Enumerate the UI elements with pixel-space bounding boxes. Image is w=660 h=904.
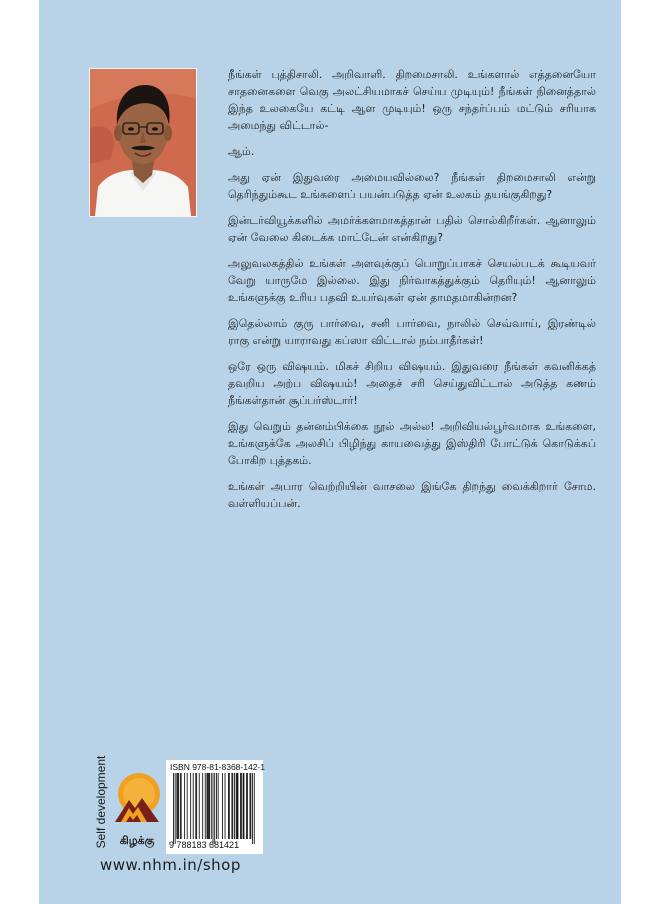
barcode-bar — [218, 773, 219, 839]
barcode-bar — [207, 773, 208, 839]
barcode-bar — [250, 773, 251, 839]
barcode-bar — [225, 773, 226, 839]
barcode-bar — [209, 773, 210, 839]
sun-over-mountain-icon — [111, 770, 163, 834]
barcode-bar — [187, 773, 188, 839]
barcode-bar — [199, 773, 200, 839]
blurb-paragraph-8: இது வெறும் தன்னம்பிக்கை நூல் அல்ல! அறிவியல்பூர்வமாக உங்களை, உங்களுக்கே அலசிப் பிழிந்து காயவைத்து இஸ்திரி போட்டுக் கொடுக்கப் போகிற புத்தகம். — [228, 420, 596, 467]
barcode-bar — [216, 773, 217, 839]
author-portrait — [90, 69, 196, 216]
publisher-name: கிழக்கு — [119, 834, 155, 847]
blurb-paragraph-2: ஆம். — [228, 145, 255, 158]
blurb-paragraph-7: ஒரே ஒரு விஷயம். மிகச் சிறிய விஷயம். இதுவரை நீங்கள் கவனிக்கத் தவறிய அற்ப விஷயம்! அதைச் சரி செய்துவிட்டால் அடுத்த கணம் நீங்கள்தான் சூப்பர்ஸ்டார்! — [228, 360, 596, 407]
blurb-paragraph-6: இதெல்லாம் குரு பார்வை, சனி பார்வை, நாலில் செவ்வாய், இரண்டில் ராகு என்று யாராவது கப்ஸா விட்டால் நம்பாதீர்கள்! — [228, 317, 596, 347]
isbn-barcode — [166, 760, 263, 854]
barcode-bar — [243, 773, 244, 839]
category-text: Self development — [94, 755, 108, 849]
barcode-bar — [202, 773, 203, 839]
blurb-paragraph-5: அலுவலகத்தில் உங்கள் அளவுக்குப் பொறுப்பாகச் செயல்படக் கூடியவர் வேறு யாருமே இல்லை. இது நிர்வாகத்துக்கும் தெரியும்! ஆனாலும் உங்களுக்கு உரிய பதவி உயர்வுகள் ஏன் தாமதமாகின்றன? — [228, 257, 596, 304]
barcode-bar — [208, 773, 209, 839]
barcode-bar — [246, 773, 247, 839]
barcode-bar — [252, 773, 253, 844]
blurb-paragraph-9: உங்கள் அபார வெற்றியின் வாசலை இங்கே திறந்து வைக்கிறார் சோம. வள்ளியப்பன். — [228, 480, 596, 510]
barcode-bar — [178, 773, 179, 839]
isbn-label: ISBN 978-81-8368-142-1 — [170, 762, 265, 772]
barcode-bar — [176, 773, 177, 839]
barcode-bar — [175, 773, 176, 844]
publisher-logo — [111, 770, 163, 852]
author-photo — [89, 68, 197, 217]
barcode-bar — [180, 773, 181, 839]
barcode-bar — [238, 773, 239, 839]
barcode-bar — [234, 773, 235, 839]
barcode-bar — [254, 773, 255, 844]
barcode-bar — [184, 773, 185, 839]
publisher-website[interactable]: www.nhm.in/shop — [100, 856, 241, 874]
barcode-bar — [211, 773, 212, 839]
barcode-bar — [214, 773, 215, 844]
barcode-bar — [213, 773, 214, 844]
barcode-bar — [241, 773, 242, 839]
barcode-bar — [193, 773, 194, 839]
blurb-paragraph-4: இன்டர்வியூக்களில் அமர்க்களமாகத்தான் பதில் சொல்கிறீர்கள். ஆனாலும் ஏன் வேலை கிடைக்க மாட்டேன் என்கிறது? — [228, 214, 596, 244]
barcode-bar — [247, 773, 248, 839]
category-label — [92, 753, 110, 851]
blurb-text — [228, 66, 596, 521]
blurb-paragraph-3: அது ஏன் இதுவரை அமையவில்லை? நீங்கள் திறமைசாலி என்று தெரிந்தும்கூட உங்களைப் பயன்படுத்த ஏன் உலகம் தயங்குகிறது? — [228, 171, 596, 201]
barcode-bar — [228, 773, 229, 839]
barcode-bar — [177, 773, 178, 839]
barcode-bar — [207, 773, 208, 839]
blurb-paragraph-1: நீங்கள் புத்திசாலி. அறிவாளி. திறமைசாலி. உங்களால் எத்தனையோ சாதனைகளை வெகு அலட்சியமாகச் செய்ய முடியும்! நீங்கள் நினைத்தால் இந்த உலகையே கட்டி ஆள முடியும்! ஒரு சந்தர்ப்பம் மட்டும் சரியாக அமைந்து விட்டால்- — [228, 68, 596, 132]
barcode-bar — [190, 773, 191, 839]
barcode-bar — [231, 773, 232, 839]
barcode-bar — [173, 773, 174, 844]
barcode-bar — [250, 773, 251, 839]
barcode-bar — [237, 773, 238, 839]
barcode-bar — [240, 773, 241, 839]
barcode-bar — [181, 773, 182, 839]
barcode-bar — [244, 773, 245, 839]
barcode-bar — [205, 773, 206, 839]
barcode-bar — [236, 773, 237, 839]
barcode-bar — [196, 773, 197, 839]
barcode-bar — [229, 773, 230, 839]
barcode-digits: 9 788183 681421 — [169, 840, 240, 850]
barcode-bar — [222, 773, 223, 839]
barcode-bar — [195, 773, 196, 839]
barcode-bar — [232, 773, 233, 839]
